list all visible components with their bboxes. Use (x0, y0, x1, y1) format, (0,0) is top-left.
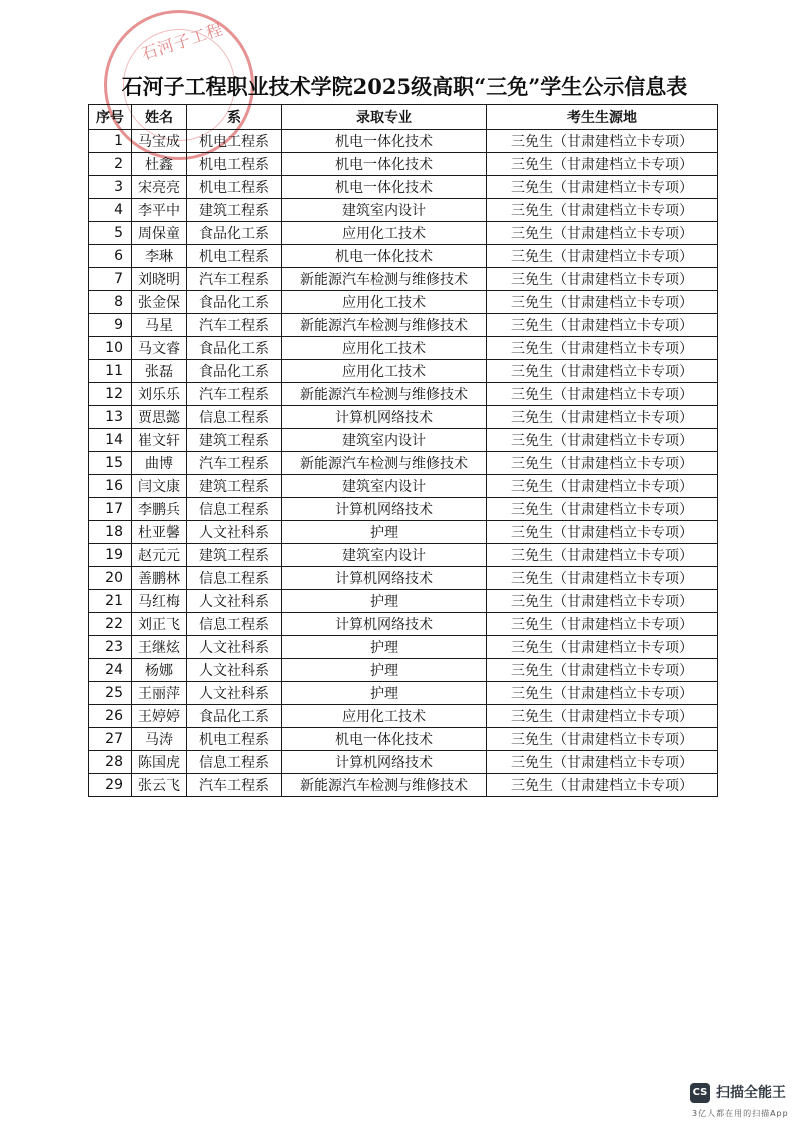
scanner-app-tagline: 3亿人都在用的扫描App (692, 1109, 789, 1118)
cell-major: 护理 (282, 636, 487, 659)
cell-dept: 汽车工程系 (187, 314, 282, 337)
cell-name: 善鹏林 (132, 567, 187, 590)
cell-major: 计算机网络技术 (282, 751, 487, 774)
cell-major: 应用化工技术 (282, 360, 487, 383)
cell-origin: 三免生（甘肃建档立卡专项） (487, 774, 718, 797)
cell-origin: 三免生（甘肃建档立卡专项） (487, 590, 718, 613)
cell-dept: 机电工程系 (187, 130, 282, 153)
seal-text: 石河子工程 (138, 19, 226, 64)
cs-logo-icon: CS (690, 1083, 710, 1103)
table-row (89, 682, 718, 705)
table-row (89, 705, 718, 728)
table-row (89, 567, 718, 590)
cell-no: 15 (89, 452, 132, 475)
cell-dept: 建筑工程系 (187, 475, 282, 498)
table-body (89, 130, 718, 797)
cell-origin: 三免生（甘肃建档立卡专项） (487, 452, 718, 475)
cell-origin: 三免生（甘肃建档立卡专项） (487, 567, 718, 590)
cell-dept: 建筑工程系 (187, 199, 282, 222)
cell-name: 杜鑫 (132, 153, 187, 176)
header-dept: 系 (187, 105, 282, 130)
cell-origin: 三免生（甘肃建档立卡专项） (487, 245, 718, 268)
cell-origin: 三免生（甘肃建档立卡专项） (487, 268, 718, 291)
table-row (89, 475, 718, 498)
cell-origin: 三免生（甘肃建档立卡专项） (487, 544, 718, 567)
cell-origin: 三免生（甘肃建档立卡专项） (487, 291, 718, 314)
cell-no: 18 (89, 521, 132, 544)
cell-major: 护理 (282, 682, 487, 705)
cell-major: 建筑室内设计 (282, 475, 487, 498)
cell-no: 24 (89, 659, 132, 682)
cell-major: 应用化工技术 (282, 337, 487, 360)
cell-dept: 人文社科系 (187, 659, 282, 682)
cell-name: 张磊 (132, 360, 187, 383)
cell-no: 5 (89, 222, 132, 245)
cell-major: 新能源汽车检测与维修技术 (282, 774, 487, 797)
cell-no: 1 (89, 130, 132, 153)
cell-dept: 食品化工系 (187, 222, 282, 245)
cell-major: 新能源汽车检测与维修技术 (282, 314, 487, 337)
cell-name: 周保童 (132, 222, 187, 245)
cell-major: 护理 (282, 590, 487, 613)
cell-dept: 食品化工系 (187, 360, 282, 383)
cell-origin: 三免生（甘肃建档立卡专项） (487, 613, 718, 636)
table-row (89, 291, 718, 314)
cell-no: 20 (89, 567, 132, 590)
cell-no: 2 (89, 153, 132, 176)
cell-origin: 三免生（甘肃建档立卡专项） (487, 153, 718, 176)
document-title: 石河子工程职业技术学院2025级高职“三免”学生公示信息表 (121, 74, 688, 99)
cell-dept: 建筑工程系 (187, 544, 282, 567)
student-table-container (88, 104, 717, 797)
cell-name: 王丽萍 (132, 682, 187, 705)
cell-dept: 人文社科系 (187, 682, 282, 705)
cell-major: 机电一体化技术 (282, 176, 487, 199)
cell-no: 19 (89, 544, 132, 567)
cell-no: 22 (89, 613, 132, 636)
cell-dept: 人文社科系 (187, 636, 282, 659)
cell-origin: 三免生（甘肃建档立卡专项） (487, 429, 718, 452)
cell-major: 新能源汽车检测与维修技术 (282, 268, 487, 291)
cell-name: 王继炫 (132, 636, 187, 659)
table-row (89, 659, 718, 682)
table-row (89, 314, 718, 337)
cell-dept: 食品化工系 (187, 705, 282, 728)
cell-no: 4 (89, 199, 132, 222)
cell-name: 张云飞 (132, 774, 187, 797)
cell-major: 护理 (282, 521, 487, 544)
header-major: 录取专业 (282, 105, 487, 130)
header-no: 序号 (89, 105, 132, 130)
table-row (89, 268, 718, 291)
cell-no: 28 (89, 751, 132, 774)
cell-dept: 机电工程系 (187, 153, 282, 176)
cell-origin: 三免生（甘肃建档立卡专项） (487, 521, 718, 544)
cell-dept: 食品化工系 (187, 337, 282, 360)
cell-origin: 三免生（甘肃建档立卡专项） (487, 705, 718, 728)
table-row (89, 199, 718, 222)
cell-name: 曲博 (132, 452, 187, 475)
cell-major: 新能源汽车检测与维修技术 (282, 383, 487, 406)
cell-origin: 三免生（甘肃建档立卡专项） (487, 360, 718, 383)
cell-major: 护理 (282, 659, 487, 682)
cell-major: 应用化工技术 (282, 291, 487, 314)
table-row (89, 130, 718, 153)
header-origin: 考生生源地 (487, 105, 718, 130)
cell-major: 建筑室内设计 (282, 199, 487, 222)
table-row (89, 774, 718, 797)
table-row (89, 544, 718, 567)
cell-origin: 三免生（甘肃建档立卡专项） (487, 222, 718, 245)
cell-origin: 三免生（甘肃建档立卡专项） (487, 314, 718, 337)
table-row (89, 613, 718, 636)
cell-dept: 信息工程系 (187, 613, 282, 636)
cell-name: 马红梅 (132, 590, 187, 613)
table-row (89, 222, 718, 245)
scanner-watermark (690, 1083, 790, 1103)
cell-origin: 三免生（甘肃建档立卡专项） (487, 636, 718, 659)
cell-dept: 机电工程系 (187, 728, 282, 751)
cell-name: 马宝成 (132, 130, 187, 153)
cell-dept: 汽车工程系 (187, 452, 282, 475)
scanner-app-name: 扫描全能王 (716, 1085, 786, 1101)
cell-major: 机电一体化技术 (282, 130, 487, 153)
header-name: 姓名 (132, 105, 187, 130)
cell-no: 12 (89, 383, 132, 406)
cell-dept: 信息工程系 (187, 567, 282, 590)
cell-major: 机电一体化技术 (282, 245, 487, 268)
cell-no: 7 (89, 268, 132, 291)
cell-origin: 三免生（甘肃建档立卡专项） (487, 130, 718, 153)
cell-name: 李琳 (132, 245, 187, 268)
cell-major: 建筑室内设计 (282, 544, 487, 567)
cell-name: 杜亚馨 (132, 521, 187, 544)
cell-name: 李鹏兵 (132, 498, 187, 521)
table-row (89, 245, 718, 268)
cell-origin: 三免生（甘肃建档立卡专项） (487, 751, 718, 774)
cell-dept: 人文社科系 (187, 521, 282, 544)
cell-no: 11 (89, 360, 132, 383)
cell-name: 刘正飞 (132, 613, 187, 636)
table-row (89, 429, 718, 452)
table-row (89, 176, 718, 199)
cell-origin: 三免生（甘肃建档立卡专项） (487, 682, 718, 705)
cell-name: 刘乐乐 (132, 383, 187, 406)
cell-origin: 三免生（甘肃建档立卡专项） (487, 406, 718, 429)
cell-name: 陈国虎 (132, 751, 187, 774)
cell-no: 14 (89, 429, 132, 452)
cell-dept: 食品化工系 (187, 291, 282, 314)
cell-major: 应用化工技术 (282, 705, 487, 728)
cell-dept: 人文社科系 (187, 590, 282, 613)
cell-dept: 汽车工程系 (187, 774, 282, 797)
cell-no: 25 (89, 682, 132, 705)
cell-name: 刘晓明 (132, 268, 187, 291)
table-row (89, 383, 718, 406)
cell-dept: 机电工程系 (187, 176, 282, 199)
cell-name: 李平中 (132, 199, 187, 222)
cell-no: 13 (89, 406, 132, 429)
cell-name: 马文睿 (132, 337, 187, 360)
cell-origin: 三免生（甘肃建档立卡专项） (487, 498, 718, 521)
cell-no: 27 (89, 728, 132, 751)
cell-major: 新能源汽车检测与维修技术 (282, 452, 487, 475)
cell-no: 6 (89, 245, 132, 268)
cell-dept: 汽车工程系 (187, 268, 282, 291)
table-row (89, 751, 718, 774)
table-row (89, 153, 718, 176)
student-table (88, 104, 718, 797)
cell-dept: 机电工程系 (187, 245, 282, 268)
cell-no: 17 (89, 498, 132, 521)
cell-no: 21 (89, 590, 132, 613)
cell-dept: 建筑工程系 (187, 429, 282, 452)
cell-origin: 三免生（甘肃建档立卡专项） (487, 383, 718, 406)
cell-dept: 信息工程系 (187, 498, 282, 521)
cell-no: 26 (89, 705, 132, 728)
cell-origin: 三免生（甘肃建档立卡专项） (487, 659, 718, 682)
cell-no: 9 (89, 314, 132, 337)
cell-major: 应用化工技术 (282, 222, 487, 245)
cell-major: 计算机网络技术 (282, 406, 487, 429)
table-row (89, 452, 718, 475)
cell-major: 机电一体化技术 (282, 728, 487, 751)
table-row (89, 360, 718, 383)
cell-no: 10 (89, 337, 132, 360)
cell-no: 3 (89, 176, 132, 199)
cell-dept: 信息工程系 (187, 406, 282, 429)
cell-origin: 三免生（甘肃建档立卡专项） (487, 337, 718, 360)
cell-name: 贾思懿 (132, 406, 187, 429)
cell-major: 机电一体化技术 (282, 153, 487, 176)
cell-origin: 三免生（甘肃建档立卡专项） (487, 475, 718, 498)
cell-name: 马涛 (132, 728, 187, 751)
cell-origin: 三免生（甘肃建档立卡专项） (487, 199, 718, 222)
cell-major: 计算机网络技术 (282, 567, 487, 590)
cell-name: 宋亮亮 (132, 176, 187, 199)
cell-name: 赵元元 (132, 544, 187, 567)
table-row (89, 590, 718, 613)
table-row (89, 636, 718, 659)
cell-no: 8 (89, 291, 132, 314)
table-row (89, 521, 718, 544)
cell-major: 建筑室内设计 (282, 429, 487, 452)
cell-origin: 三免生（甘肃建档立卡专项） (487, 728, 718, 751)
cell-dept: 汽车工程系 (187, 383, 282, 406)
cell-name: 杨娜 (132, 659, 187, 682)
cell-name: 崔文轩 (132, 429, 187, 452)
cell-no: 29 (89, 774, 132, 797)
cell-name: 闫文康 (132, 475, 187, 498)
table-row (89, 337, 718, 360)
cell-major: 计算机网络技术 (282, 498, 487, 521)
table-row (89, 406, 718, 429)
table-row (89, 728, 718, 751)
cell-name: 马星 (132, 314, 187, 337)
cell-name: 王婷婷 (132, 705, 187, 728)
cell-dept: 信息工程系 (187, 751, 282, 774)
cell-major: 计算机网络技术 (282, 613, 487, 636)
cell-origin: 三免生（甘肃建档立卡专项） (487, 176, 718, 199)
table-header-row (89, 105, 718, 130)
cell-no: 16 (89, 475, 132, 498)
table-row (89, 498, 718, 521)
cell-name: 张金保 (132, 291, 187, 314)
cell-no: 23 (89, 636, 132, 659)
